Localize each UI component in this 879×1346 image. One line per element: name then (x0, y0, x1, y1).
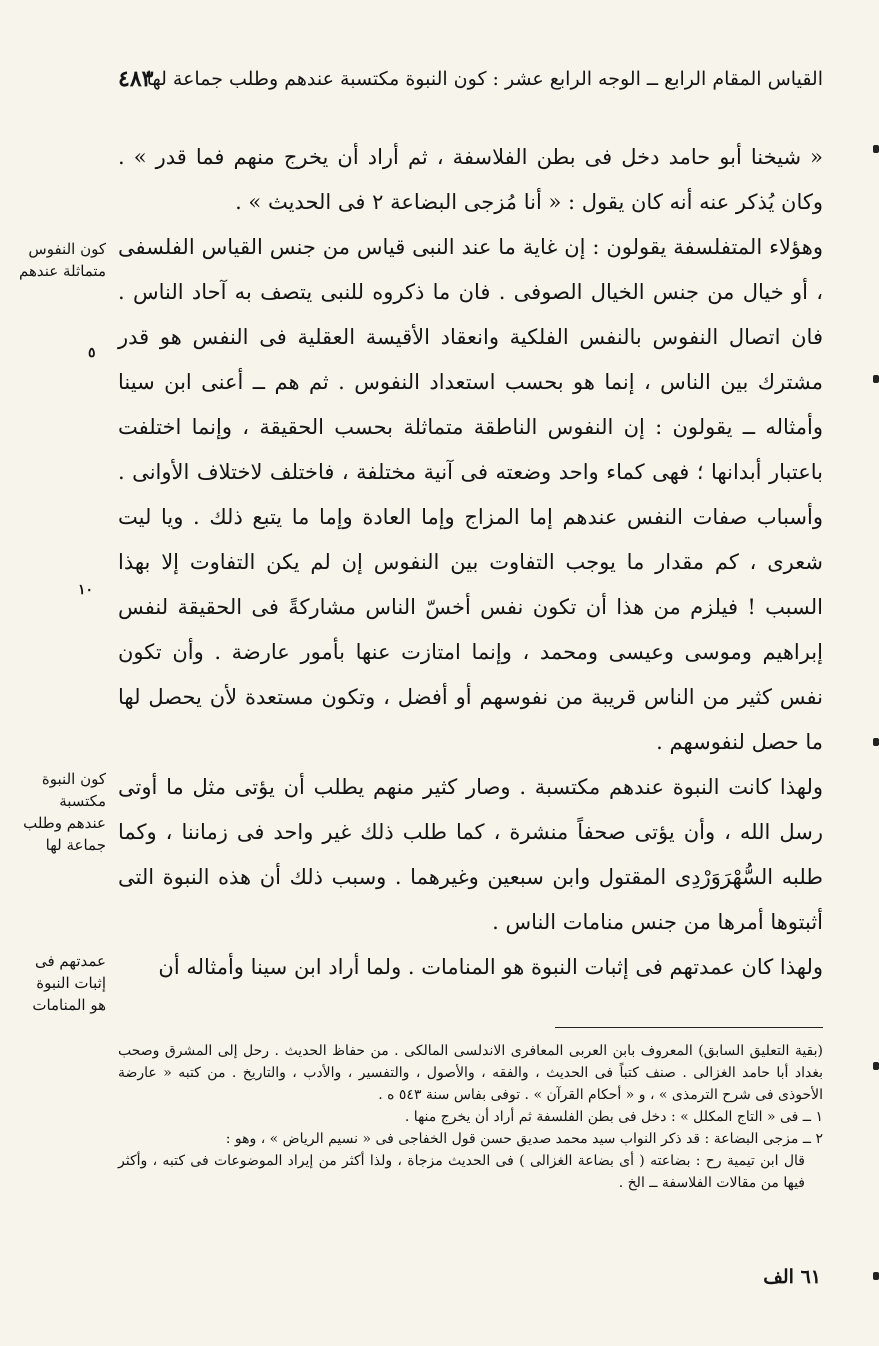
header-title: القياس المقام الرابع ــ الوجه الرابع عشر : كون النبوة مكتسبة عندهم وطلب جماعة لها (146, 68, 823, 90)
edge-mark (873, 738, 879, 746)
margin-note-souls-equal: كون النفوس متماثلة عندهم (19, 240, 106, 280)
main-text (118, 135, 823, 990)
footnote-continued: (بقية التعليق السابق) المعروف بابن العربى المعافرى الاندلسى المالكى . من حفاظ الحديث . رحل إلى المشرق وصحب بغداد أبا حامد الغزالى . صنف كتباً فى الحديث ، والفقه ، والأصول ، والتفسير ، والأدب ، والتاريخ . من كتبه « عارضة الأحوذى فى شرح الترمذى » ، و « أحكام القرآن » . توفى بفاس سنة ٥٤٣ ه . (118, 1043, 823, 1103)
line-number-10: ١٠ (78, 582, 94, 598)
paragraph-2: وهؤلاء المتفلسفة يقولون : إن غاية ما عند النبى قياس من جنس القياس الفلسفى ، أو خيال من جنس الخيال الصوفى . فان ما ذكروه للنبى يتصف به آحاد الناس . فان اتصال النفوس بالنفس الفلكية وانعقاد الأقيسة العقلية فى النفس هو قدر مشترك بين الناس ، إنما هو بحسب استعداد النفوس . ثم هم ــ أعنى ابن سينا وأمثاله ــ يقولون : إن النفوس الناطقة متماثلة بحسب الحقيقة ، وإنما اختلفت باعتبار أبدانها ؛ فهى كماء واحد وضعته فى آنية مختلفة ، فاختلف لاختلاف الأوانى . وأسباب صفات النفس عندهم إما المزاج وإما العادة وإما ما يتبع ذلك . ويا ليت شعرى ، كم مقدار ما يوجب التفاوت بين النفوس إن لم يكن التفاوت إلا بهذا السبب ! فيلزم من هذا أن تكون نفس أخسّ الناس مشاركةً فى الحقيقة لنفس إبراهيم وموسى وعيسى ومحمد ، وإنما امتازت عنها بأمور عارضة . وأن تكون نفس كثير من الناس قريبة من نفوسهم أو أفضل ، وتكون مستعدة لأن يحصل لها ما حصل لنفوسهم . (118, 235, 823, 754)
line-number-5: ٥ (88, 345, 96, 361)
edge-mark (873, 145, 879, 153)
page-number: ٤٨٣ (118, 66, 154, 92)
footnote-1: ١ ــ فى « التاج المكلل » : دخل فى بطن الفلسفة ثم أراد أن يخرج منها . (404, 1109, 823, 1125)
paragraph-1: « شيخنا أبو حامد دخل فى بطن الفلاسفة ، ثم أراد أن يخرج منهم فما قدر » . وكان يُذكر عنه أنه كان يقول : « أنا مُزجى البضاعة ٢ فى الحديث » . (118, 145, 823, 214)
footnotes (118, 1040, 823, 1194)
footnote-2-quote: قال ابن تيمية رح : بضاعته ( أى بضاعة الغزالى ) فى الحديث مزجاة ، ولذا أكثر من إيراد الموضوعات فى كتبه ، وأكثر فيها من مقالات الفلاسفة ــ الخ . (118, 1153, 805, 1191)
margin-note-prophecy-acquired: كون النبوة مكتسبة عندهم وطلب جماعة لها (23, 770, 106, 854)
margin-note-dreams: عمدتهم فى إثبات النبوة هو المنامات (32, 952, 106, 1014)
signature-mark: ٦١ الف (763, 1266, 821, 1288)
footnote-separator (555, 1027, 823, 1028)
paragraph-4: ولهذا كان عمدتهم فى إثبات النبوة هو المنامات . ولما أراد ابن سينا وأمثاله أن (158, 955, 823, 979)
edge-mark (873, 1272, 879, 1280)
edge-mark (873, 375, 879, 383)
paragraph-3: ولهذا كانت النبوة عندهم مكتسبة . وصار كثير منهم يطلب أن يؤتى مثل ما أوتى رسل الله ، وأن يؤتى صحفاً منشرة ، كما طلب ذلك غير واحد فى زماننا ، وكما طلبه السُّهْرَوَرْدِى المقتول وابن سبعين وغيرهما . وسبب ذلك أن هذه النبوة التى أثبتوها أمرها من جنس منامات الناس . (118, 775, 823, 934)
edge-mark (873, 1062, 879, 1070)
running-header (118, 66, 823, 106)
footnote-2: ٢ ــ مزجى البضاعة : قد ذكر النواب سيد محمد صديق حسن قول الخفاجى فى « نسيم الرياض » ، وهو : (225, 1131, 823, 1147)
